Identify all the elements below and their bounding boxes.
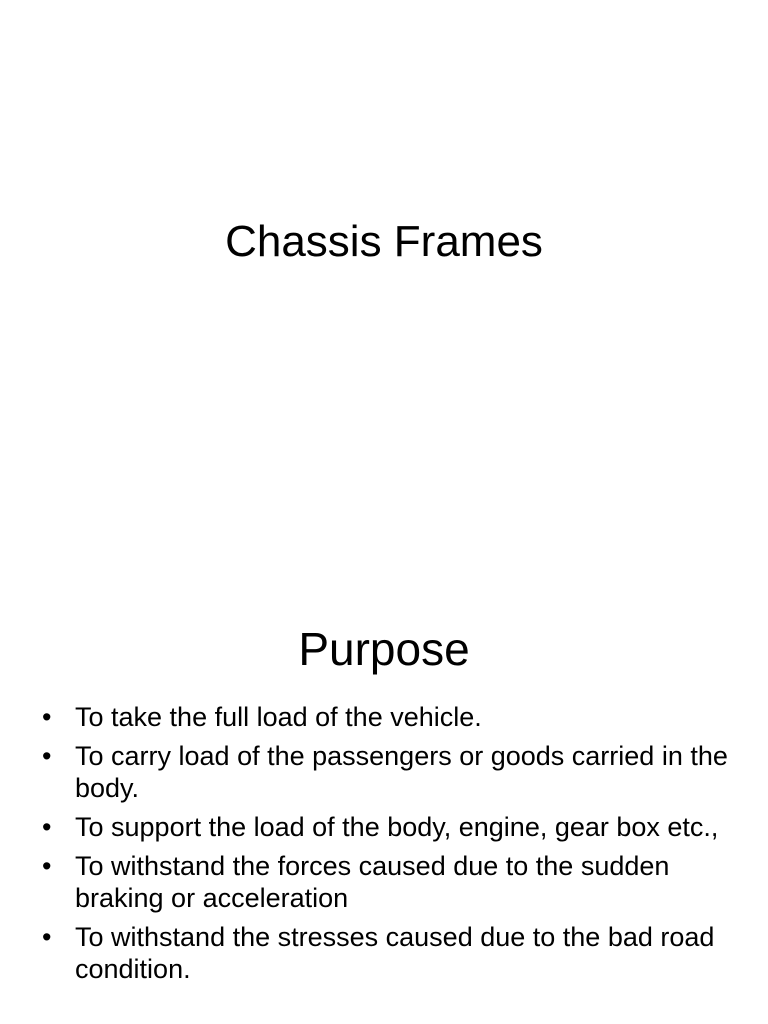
bullet-icon: •: [42, 812, 52, 842]
bullet-list: [40, 701, 740, 992]
list-item-text: To carry load of the passengers or goods carried in the body.: [75, 741, 728, 803]
list-item-text: To withstand the forces caused due to the sudden braking or acceleration: [75, 851, 670, 913]
bullet-icon: •: [42, 922, 52, 952]
list-item-text: To take the full load of the vehicle.: [75, 702, 482, 732]
slide-title: Chassis Frames: [225, 217, 543, 266]
list-item: [40, 921, 740, 985]
slide-purpose: [0, 576, 768, 1024]
list-item-text: To withstand the stresses caused due to the bad road condition.: [75, 922, 715, 984]
bullet-icon: •: [42, 741, 52, 771]
bullet-icon: •: [42, 851, 52, 881]
bullet-icon: •: [42, 702, 52, 732]
list-item: [40, 811, 740, 843]
list-item: [40, 701, 740, 733]
list-item: [40, 850, 740, 914]
section-heading: Purpose: [298, 623, 470, 675]
list-item-text: To support the load of the body, engine, gear box etc.,: [75, 812, 719, 842]
list-item: [40, 740, 740, 804]
